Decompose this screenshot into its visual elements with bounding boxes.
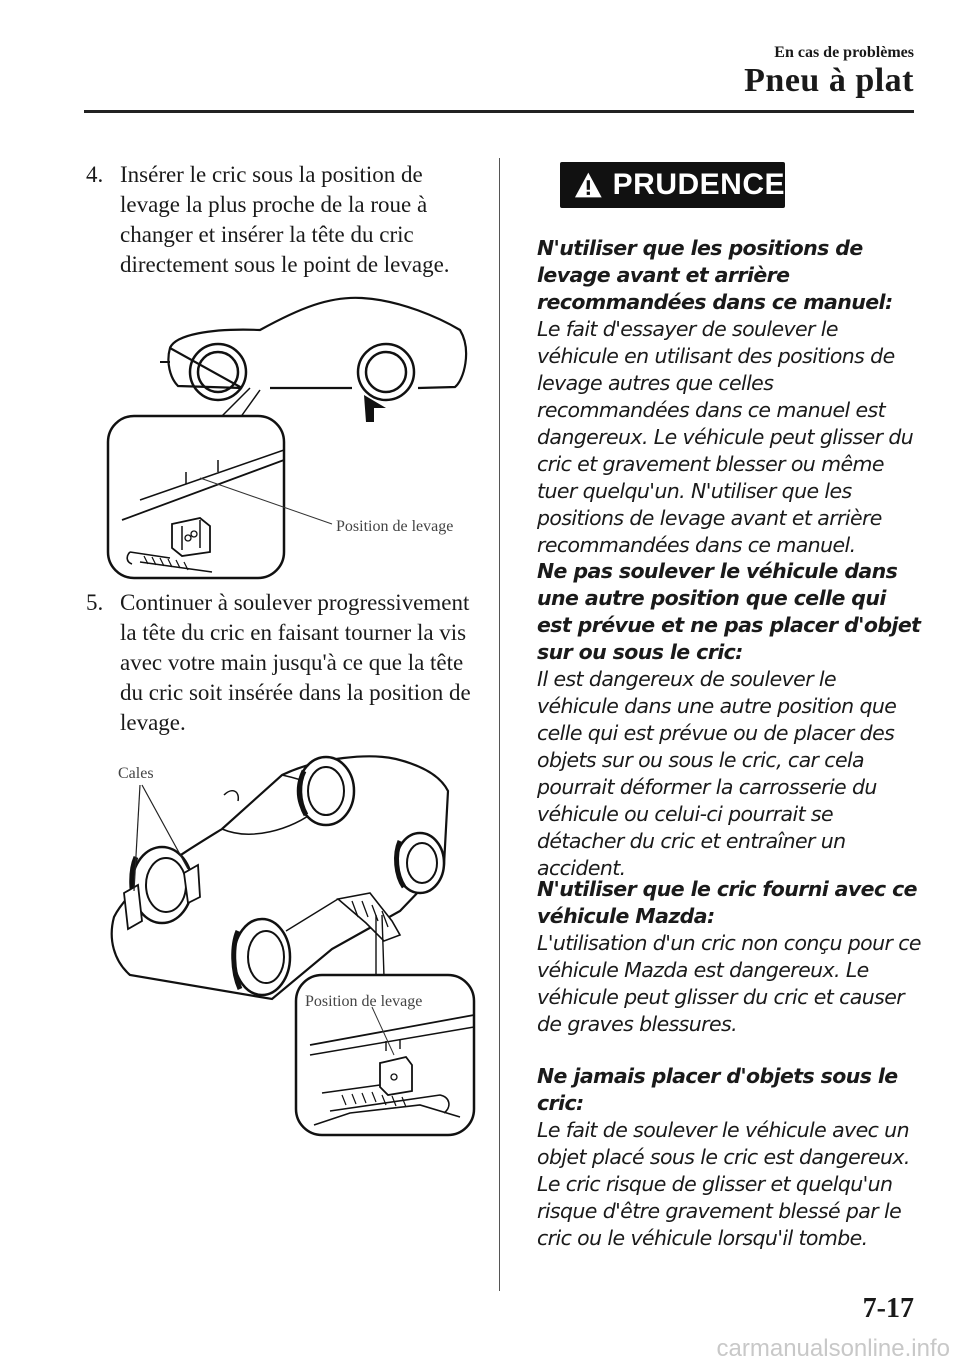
caution-item-title: N'utiliser que le cric fourni avec ce véhicule Mazda: xyxy=(537,877,917,928)
caution-item-body: L'utilisation d'un cric non conçu pour ce véhicule Mazda est dangereux. Le véhicule peut glisser du cric et causer de graves blessures. xyxy=(537,931,921,1036)
warning-triangle-icon xyxy=(574,171,603,199)
watermark: carmanualsonline.info xyxy=(716,1335,950,1362)
caution-badge xyxy=(560,162,785,208)
figure-jack-position-side xyxy=(100,290,490,590)
section-title: En cas de problèmes xyxy=(774,44,914,61)
step-number: 5. xyxy=(86,590,104,615)
caution-item-title: N'utiliser que les positions de levage avant et arrière recommandées dans ce manuel: xyxy=(537,236,893,314)
caution-item-body: Le fait de soulever le véhicule avec un objet placé sous le cric est dangereux. Le cric risque de glisser et quelqu'un risque d'être gravement blessé par le cric ou le véhicule lorsqu'il tombe. xyxy=(537,1118,910,1250)
car-perspective-illustration xyxy=(100,745,490,1140)
step-text: Insérer le cric sous la position de levage la plus proche de la roue à changer et insérer la tête du cric directement sous le point de levage. xyxy=(120,162,450,277)
caution-item xyxy=(537,558,922,882)
page-title: Pneu à plat xyxy=(744,62,914,99)
column-divider xyxy=(499,158,500,1291)
caution-item-body: Le fait d'essayer de soulever le véhicule en utilisant des positions de levage autres que celles recommandées dans ce manuel est dangereux. Le véhicule peut glisser du cric et gravement blesser ou même tuer quelqu'un. N'utiliser que les positions de levage avant et arrière recommandées dans ce manuel. xyxy=(537,317,914,557)
caution-item-title: Ne jamais placer d'objets sous le cric: xyxy=(537,1064,898,1115)
caution-item xyxy=(537,1063,922,1252)
page-number: 7-17 xyxy=(862,1293,914,1324)
jack-position-label: Position de levage xyxy=(336,518,454,535)
step-4 xyxy=(86,160,486,280)
jack-position-label: Position de levage xyxy=(305,993,423,1010)
car-side-illustration xyxy=(100,290,490,590)
caution-item-title: Ne pas soulever le véhicule dans une autre position que celle qui est prévue et ne pas placer d'objet sur ou sous le cric: xyxy=(537,559,921,664)
step-text: Continuer à soulever progressivement la tête du cric en faisant tourner la vis avec votre main jusqu'à ce que la tête du cric soit insérée dans la position de levage. xyxy=(120,590,471,735)
step-number: 4. xyxy=(86,162,104,187)
figure-jack-position-perspective xyxy=(100,745,490,1140)
header-divider xyxy=(84,110,914,113)
caution-item xyxy=(537,235,922,559)
step-5 xyxy=(86,588,486,738)
caution-label: PRUDENCE xyxy=(612,168,785,201)
chocks-label: Cales xyxy=(118,765,154,782)
caution-item-body: Il est dangereux de soulever le véhicule dans une autre position que celle qui est prévue ou de placer des objets sur ou sous le cric, car cela pourrait déformer la carrosserie du véhicule ou celui-ci pourrait se détacher du cric et entraîner un accident. xyxy=(537,667,897,880)
caution-item xyxy=(537,876,922,1038)
